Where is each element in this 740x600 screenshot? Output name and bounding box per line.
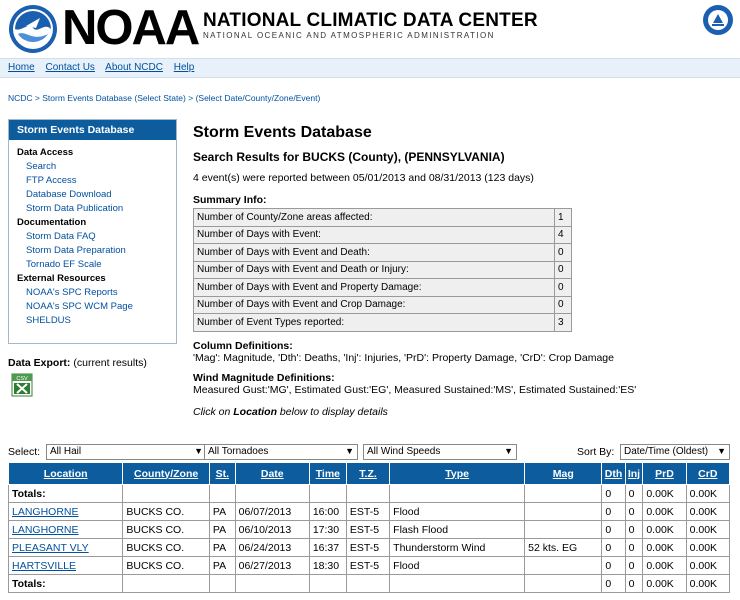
- column-header-dth[interactable]: [602, 463, 625, 485]
- totals-inj: 0: [625, 485, 643, 503]
- hint-text: Click on: [193, 405, 234, 418]
- location-link[interactable]: PLEASANT VLY: [12, 541, 89, 554]
- location-cell: [9, 521, 123, 539]
- dth-cell: 0: [602, 503, 625, 521]
- table-cell: [346, 575, 389, 593]
- page-title: Storm Events Database: [193, 124, 372, 141]
- county-cell: BUCKS CO.: [123, 503, 210, 521]
- summary-row: [194, 279, 572, 297]
- top-nav: [0, 58, 740, 78]
- summary-value: 0: [555, 296, 572, 314]
- totals-crd: 0.00K: [686, 575, 729, 593]
- table-row: [9, 557, 730, 575]
- summary-label: Number of Days with Event:: [194, 226, 555, 244]
- tz-cell: EST-5: [346, 503, 389, 521]
- chevron-down-icon: ▼: [504, 446, 513, 456]
- summary-row: [194, 296, 572, 314]
- site-title: NATIONAL CLIMATIC DATA CENTER: [203, 10, 538, 31]
- sidebar-link-storm-data-preparation[interactable]: Storm Data Preparation: [26, 245, 126, 256]
- column-header-state[interactable]: [209, 463, 235, 485]
- sort-link[interactable]: St.: [215, 467, 229, 480]
- table-cell: [525, 485, 602, 503]
- data-export-note: (current results): [70, 357, 147, 369]
- summary-label: Number of Days with Event and Crop Damage:: [194, 296, 555, 314]
- summary-value: 1: [555, 209, 572, 227]
- noaa-logo-icon[interactable]: [8, 4, 58, 54]
- time-cell: 16:00: [309, 503, 346, 521]
- sort-by-label: Sort By:: [577, 446, 615, 458]
- summary-row: [194, 261, 572, 279]
- commerce-seal-icon[interactable]: [702, 4, 734, 36]
- inj-cell: 0: [625, 557, 643, 575]
- summary-value: 3: [555, 314, 572, 332]
- results-table: [8, 462, 730, 593]
- state-cell: PA: [209, 521, 235, 539]
- location-link[interactable]: LANGHORNE: [12, 505, 79, 518]
- sidebar: [8, 119, 177, 344]
- inj-cell: 0: [625, 503, 643, 521]
- column-definitions-title: Column Definitions:: [193, 339, 293, 352]
- breadcrumb-ncdc[interactable]: NCDC: [8, 93, 33, 103]
- county-cell: BUCKS CO.: [123, 539, 210, 557]
- table-cell: [390, 575, 525, 593]
- type-cell: Flood: [390, 557, 525, 575]
- results-heading: Search Results for BUCKS (County), (PENNSYLVANIA): [193, 150, 505, 164]
- sidebar-link-storm-data-faq[interactable]: Storm Data FAQ: [26, 231, 96, 242]
- sort-link[interactable]: Inj: [627, 467, 641, 480]
- table-cell: [309, 575, 346, 593]
- totals-crd: 0.00K: [686, 485, 729, 503]
- column-header-mag[interactable]: [525, 463, 602, 485]
- table-cell: [525, 575, 602, 593]
- nav-home-link[interactable]: Home: [8, 62, 35, 73]
- sort-link[interactable]: CrD: [698, 467, 718, 480]
- tz-cell: EST-5: [346, 557, 389, 575]
- events-summary-text: 4 event(s) were reported between 05/01/2013 and 08/31/2013 (123 days): [193, 172, 534, 184]
- type-cell: Thunderstorm Wind: [390, 539, 525, 557]
- table-row: [9, 503, 730, 521]
- prd-cell: 0.00K: [643, 503, 686, 521]
- table-row: [9, 521, 730, 539]
- totals-label: Totals:: [9, 575, 123, 593]
- sidebar-link-storm-data-publication[interactable]: Storm Data Publication: [26, 203, 124, 214]
- table-cell: [309, 485, 346, 503]
- tornado-filter-select[interactable]: [204, 444, 358, 460]
- table-cell: [235, 485, 309, 503]
- site-header: [0, 0, 740, 58]
- time-cell: 17:30: [309, 521, 346, 539]
- crd-cell: 0.00K: [686, 521, 729, 539]
- totals-row: [9, 575, 730, 593]
- type-cell: Flood: [390, 503, 525, 521]
- sort-link[interactable]: Location: [43, 467, 88, 480]
- summary-label: Number of County/Zone areas affected:: [194, 209, 555, 227]
- svg-text:CSV: CSV: [16, 376, 28, 382]
- table-cell: [123, 485, 210, 503]
- hint-text: below to display details: [277, 405, 388, 418]
- nav-about-link[interactable]: About NCDC: [105, 62, 163, 73]
- county-cell: BUCKS CO.: [123, 557, 210, 575]
- summary-value: 4: [555, 226, 572, 244]
- summary-info-title: Summary Info:: [193, 194, 267, 206]
- column-header-tz[interactable]: [346, 463, 389, 485]
- summary-value: 0: [555, 244, 572, 262]
- column-header-time[interactable]: [309, 463, 346, 485]
- breadcrumb-select-state[interactable]: Storm Events Database (Select State): [42, 93, 186, 103]
- hail-filter-value: All Hail: [50, 446, 82, 457]
- table-cell: [209, 485, 235, 503]
- totals-dth: 0: [602, 485, 625, 503]
- mag-cell: [525, 521, 602, 539]
- summary-value: 0: [555, 279, 572, 297]
- location-link[interactable]: LANGHORNE: [12, 523, 79, 536]
- summary-label: Number of Event Types reported:: [194, 314, 555, 332]
- county-cell: BUCKS CO.: [123, 521, 210, 539]
- sidebar-section-external-resources: External Resources: [17, 273, 106, 284]
- summary-label: Number of Days with Event and Death or Injury:: [194, 261, 555, 279]
- column-header-location[interactable]: [9, 463, 123, 485]
- sort-select[interactable]: [620, 444, 730, 460]
- time-cell: 18:30: [309, 557, 346, 575]
- summary-row: [194, 314, 572, 332]
- table-cell: [235, 575, 309, 593]
- location-cell: [9, 557, 123, 575]
- tz-cell: EST-5: [346, 521, 389, 539]
- date-cell: 06/24/2013: [235, 539, 309, 557]
- tz-cell: EST-5: [346, 539, 389, 557]
- prd-cell: 0.00K: [643, 539, 686, 557]
- column-header-date[interactable]: [235, 463, 309, 485]
- prd-cell: 0.00K: [643, 521, 686, 539]
- summary-label: Number of Days with Event and Death:: [194, 244, 555, 262]
- hint-location: Location: [233, 405, 278, 418]
- totals-prd: 0.00K: [643, 575, 686, 593]
- summary-table: [193, 208, 572, 332]
- csv-export-icon[interactable]: [10, 373, 34, 397]
- sidebar-link-spc-wcm-page[interactable]: NOAA's SPC WCM Page: [26, 301, 133, 312]
- date-cell: 06/10/2013: [235, 521, 309, 539]
- sidebar-title: Storm Events Database: [9, 120, 176, 140]
- prd-cell: 0.00K: [643, 557, 686, 575]
- inj-cell: 0: [625, 521, 643, 539]
- chevron-down-icon: ▼: [345, 446, 354, 456]
- breadcrumb-current: (Select Date/County/Zone/Event): [195, 93, 321, 103]
- column-header-inj[interactable]: [625, 463, 643, 485]
- table-cell: [346, 485, 389, 503]
- chevron-down-icon: ▼: [194, 446, 203, 456]
- select-label: Select:: [8, 446, 41, 458]
- sidebar-link-spc-reports[interactable]: NOAA's SPC Reports: [26, 287, 118, 298]
- results-header-row: [9, 463, 730, 485]
- main-content: [193, 124, 738, 418]
- sidebar-link-sheldus[interactable]: SHELDUS: [26, 315, 71, 326]
- sidebar-section-data-access: Data Access: [17, 147, 74, 158]
- state-cell: PA: [209, 557, 235, 575]
- date-cell: 06/07/2013: [235, 503, 309, 521]
- summary-row: [194, 244, 572, 262]
- breadcrumb: [8, 93, 740, 103]
- summary-row: [194, 226, 572, 244]
- sidebar-link-ftp-access[interactable]: FTP Access: [26, 175, 77, 186]
- column-header-county-zone[interactable]: [123, 463, 210, 485]
- sort-value: Date/Time (Oldest): [624, 446, 709, 457]
- site-subtitle: NATIONAL OCEANIC AND ATMOSPHERIC ADMINISTRATION: [203, 31, 495, 40]
- wind-definitions-text: Measured Gust:'MG', Estimated Gust:'EG', Measured Sustained:'MS', Estimated Sustained:'ES': [193, 383, 637, 396]
- wind-definitions-title: Wind Magnitude Definitions:: [193, 371, 335, 384]
- noaa-wordmark: NOAA: [62, 1, 199, 55]
- dth-cell: 0: [602, 521, 625, 539]
- sort-link[interactable]: County/Zone: [134, 467, 199, 480]
- location-cell: [9, 539, 123, 557]
- totals-prd: 0.00K: [643, 485, 686, 503]
- totals-inj: 0: [625, 575, 643, 593]
- table-cell: [123, 575, 210, 593]
- sort-link[interactable]: Mag: [552, 467, 574, 480]
- chevron-down-icon: ▼: [717, 446, 726, 456]
- summary-value: 0: [555, 261, 572, 279]
- dth-cell: 0: [602, 557, 625, 575]
- sidebar-section-documentation: Documentation: [17, 217, 87, 228]
- column-header-prd[interactable]: [643, 463, 686, 485]
- state-cell: PA: [209, 539, 235, 557]
- date-cell: 06/27/2013: [235, 557, 309, 575]
- column-definitions-text: 'Mag': Magnitude, 'Dth': Deaths, 'Inj': Injuries, 'PrD': Property Damage, 'CrD': Crop Damage: [193, 351, 614, 364]
- sort-link[interactable]: Time: [315, 467, 341, 480]
- crd-cell: 0.00K: [686, 539, 729, 557]
- column-header-type[interactable]: [390, 463, 525, 485]
- sidebar-link-search[interactable]: Search: [26, 161, 57, 172]
- tornado-filter-value: All Tornadoes: [208, 446, 269, 457]
- table-cell: [390, 485, 525, 503]
- breadcrumb-separator: >: [32, 93, 43, 103]
- sort-link[interactable]: Date: [260, 467, 284, 480]
- mag-cell: [525, 557, 602, 575]
- location-link[interactable]: HARTSVILLE: [12, 559, 76, 572]
- nav-contact-link[interactable]: Contact Us: [45, 62, 95, 73]
- totals-label: Totals:: [9, 485, 123, 503]
- sort-link[interactable]: Type: [445, 467, 470, 480]
- mag-cell: [525, 503, 602, 521]
- state-cell: PA: [209, 503, 235, 521]
- inj-cell: 0: [625, 539, 643, 557]
- wind-filter-select[interactable]: [363, 444, 517, 460]
- location-hint: [193, 406, 738, 418]
- mag-cell: 52 kts. EG: [525, 539, 602, 557]
- sort-link[interactable]: T.Z.: [359, 467, 377, 480]
- time-cell: 16:37: [309, 539, 346, 557]
- crd-cell: 0.00K: [686, 503, 729, 521]
- breadcrumb-separator: >: [185, 93, 196, 103]
- data-export-label: Data Export:: [8, 357, 71, 369]
- sidebar-link-database-download[interactable]: Database Download: [26, 189, 112, 200]
- column-header-crd[interactable]: [686, 463, 729, 485]
- table-row: [9, 539, 730, 557]
- hail-filter-select[interactable]: [46, 444, 207, 460]
- totals-dth: 0: [602, 575, 625, 593]
- sidebar-link-tornado-ef-scale[interactable]: Tornado EF Scale: [26, 259, 102, 270]
- sort-link[interactable]: PrD: [655, 467, 674, 480]
- location-cell: [9, 503, 123, 521]
- totals-row: [9, 485, 730, 503]
- type-cell: Flash Flood: [390, 521, 525, 539]
- nav-help-link[interactable]: Help: [173, 62, 195, 73]
- summary-row: [194, 209, 572, 227]
- filter-bar: [8, 444, 730, 462]
- table-cell: [209, 575, 235, 593]
- summary-label: Number of Days with Event and Property Damage:: [194, 279, 555, 297]
- dth-cell: 0: [602, 539, 625, 557]
- crd-cell: 0.00K: [686, 557, 729, 575]
- sort-link[interactable]: Dth: [604, 467, 623, 480]
- wind-filter-value: All Wind Speeds: [367, 446, 441, 457]
- data-export: [8, 357, 147, 369]
